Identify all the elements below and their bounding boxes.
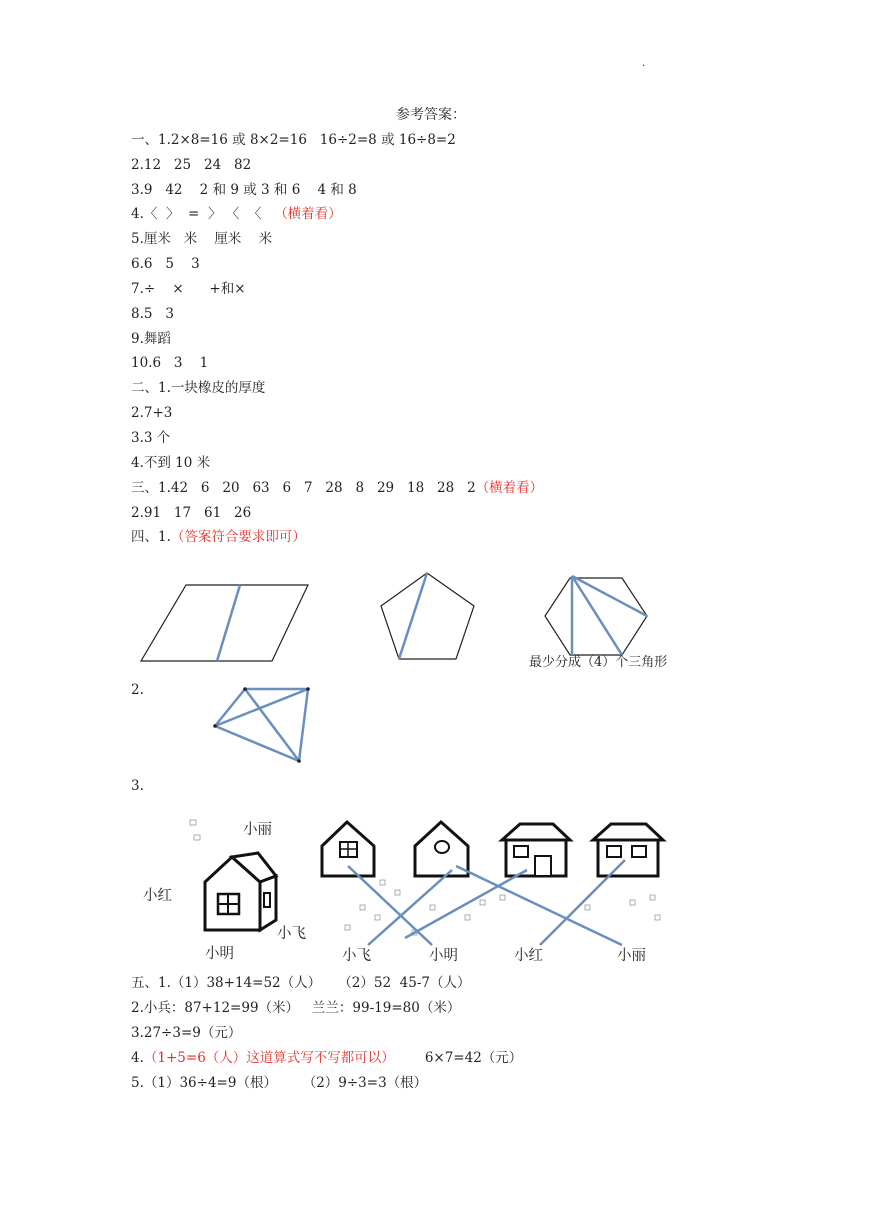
pentagon-shape	[381, 573, 474, 659]
divide-line	[217, 585, 240, 661]
red-note: （1+5=6（人）这道算式写不写都可以）	[143, 1050, 395, 1066]
answer-line	[131, 1049, 522, 1067]
question-label: 3.	[131, 778, 144, 794]
page-title: 参考答案：	[396, 107, 466, 123]
answer-line: 3.3 个	[131, 430, 171, 446]
red-note: （横着看）	[274, 206, 342, 222]
house-icon	[322, 822, 374, 876]
match-line	[348, 866, 432, 945]
answer-line: 一、1.2×8=16 或 8×2=16 16÷2=8 或 16÷8=2	[131, 132, 456, 148]
match-line	[405, 870, 527, 938]
question-label: 2.	[131, 682, 144, 698]
divide-line	[572, 576, 622, 655]
hexagon-note: 最少分成（4）个三角形	[529, 655, 668, 670]
answer-line: 二、1.一块橡皮的厚度	[131, 380, 266, 396]
person-label: 小丽	[617, 948, 646, 964]
page-dot: .	[642, 58, 646, 69]
answer-line: 6.6 5 3	[131, 256, 200, 272]
answer-text: 三、1.42 6 20 63 6 7 28 8 29 18 28 2	[131, 480, 476, 496]
person-label: 小红	[143, 888, 172, 904]
house-icon	[593, 824, 663, 876]
divide-line	[399, 573, 427, 659]
red-note: （答案符合要求即可）	[170, 529, 306, 545]
house-icon	[502, 824, 570, 876]
match-line	[456, 866, 622, 945]
answer-text: 4.	[131, 1050, 144, 1066]
answer-line: 2.7+3	[131, 405, 173, 421]
answer-line: 5.（1）36÷4=9（根） （2）9÷3=3（根）	[131, 1075, 428, 1091]
parallelogram-shape	[141, 585, 308, 661]
answer-line: 8.5 3	[131, 306, 174, 322]
person-label: 小飞	[342, 948, 371, 964]
answer-line: 2.12 25 24 82	[131, 157, 252, 173]
answer-text: 四、1.	[131, 529, 171, 545]
answer-line: 7.÷ × +和×	[131, 281, 246, 297]
answer-line: 9.舞蹈	[131, 331, 171, 347]
answer-line: 2.小兵：87+12=99（米） 兰兰：99-19=80（米）	[131, 1000, 461, 1016]
person-label: 小飞	[277, 926, 306, 942]
answer-line: 3.9 42 2 和 9 或 3 和 6 4 和 8	[131, 182, 357, 198]
house-3d-icon	[205, 853, 276, 930]
person-label: 小红	[514, 948, 543, 964]
answer-text: 4.〈 〉 = 〉 〈 〈	[131, 206, 275, 222]
answer-text: 6×7=42（元）	[394, 1050, 523, 1066]
answer-line: 10.6 3 1	[131, 355, 209, 371]
answer-line: 五、1.（1）38+14=52（人） （2）52 45-7（人）	[131, 975, 471, 991]
person-label: 小明	[429, 948, 458, 964]
red-note: （横着看）	[475, 480, 544, 496]
match-line	[368, 870, 452, 945]
person-label: 小明	[205, 946, 234, 962]
person-label: 小丽	[243, 822, 272, 838]
answer-line: 3.27÷3=9（元）	[131, 1025, 242, 1041]
answer-line: 5.厘米 米 厘米 米	[131, 231, 273, 247]
answer-line: 2.91 17 61 26	[131, 505, 252, 521]
answer-line: 4.不到 10 米	[131, 455, 211, 471]
